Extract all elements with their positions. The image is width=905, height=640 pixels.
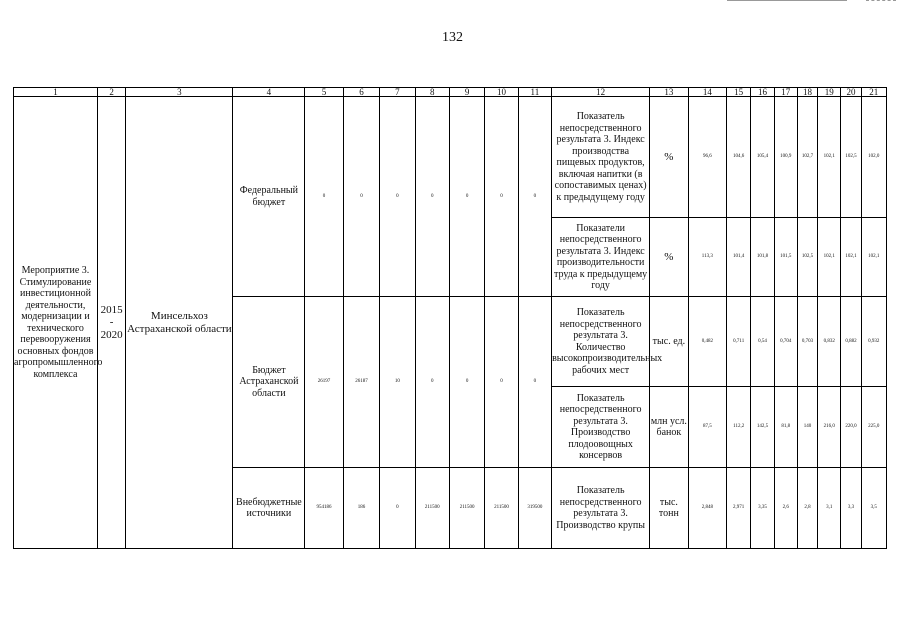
indicator-value-cell: 140: [797, 387, 817, 468]
column-number-row: [14, 88, 887, 97]
funding-value-cell: 0: [518, 97, 551, 297]
column-header: 3: [126, 88, 233, 97]
indicator-value-cell: 102,5: [797, 218, 817, 297]
funding-value-cell: 0: [518, 297, 551, 468]
indicator-value-cell: 225,0: [861, 387, 886, 468]
indicator-value-cell: 142,5: [751, 387, 774, 468]
indicator-value-cell: 112,2: [727, 387, 751, 468]
indicator-value-cell: 2,6: [774, 468, 797, 549]
indicator-value-cell: 0,882: [841, 297, 861, 387]
indicator-value-cell: 0,703: [797, 297, 817, 387]
funding-value-cell: 0: [415, 97, 449, 297]
funding-value-cell: 211500: [449, 468, 484, 549]
funding-value-cell: 0: [485, 297, 518, 468]
indicator-value-cell: 102,7: [797, 97, 817, 218]
indicator-value-cell: 2,8: [797, 468, 817, 549]
executor-cell: Минсельхоз Астраханской области: [126, 97, 233, 549]
indicator-value-cell: 3,35: [751, 468, 774, 549]
funding-value-cell: 0: [449, 97, 484, 297]
column-header: 9: [449, 88, 484, 97]
indicator-name-cell: Показатель непосредственного результата 3. Производство крупы: [552, 468, 650, 549]
indicator-value-cell: 0,832: [818, 297, 841, 387]
indicator-value-cell: 105,4: [751, 97, 774, 218]
indicator-value-cell: 0,711: [727, 297, 751, 387]
indicator-unit-cell: %: [650, 97, 688, 218]
funding-source-cell: Бюджет Астраханской области: [233, 297, 305, 468]
funding-value-cell: 26187: [343, 297, 379, 468]
indicator-value-cell: 102,1: [818, 97, 841, 218]
indicator-value-cell: 0,482: [688, 297, 726, 387]
column-header: 6: [343, 88, 379, 97]
indicator-name-cell: Показатель непосредственного результата 3. Количество высокопроизводительных рабочих мест: [552, 297, 650, 387]
funding-value-cell: 0: [449, 297, 484, 468]
indicator-value-cell: 102,5: [841, 97, 861, 218]
scan-artifact-line: [727, 0, 847, 1]
column-header: 14: [688, 88, 726, 97]
indicator-value-cell: 96,6: [688, 97, 726, 218]
indicator-value-cell: 101,4: [727, 218, 751, 297]
indicator-value-cell: 216,0: [818, 387, 841, 468]
funding-value-cell: 954186: [305, 468, 343, 549]
column-header: 5: [305, 88, 343, 97]
indicator-value-cell: 0,54: [751, 297, 774, 387]
scan-artifact-line: [866, 0, 896, 1]
column-header: 21: [861, 88, 886, 97]
table-row: [14, 97, 887, 218]
funding-value-cell: 0: [305, 97, 343, 297]
indicator-value-cell: 87,5: [688, 387, 726, 468]
indicator-value-cell: 0,704: [774, 297, 797, 387]
indicator-value-cell: 113,3: [688, 218, 726, 297]
funding-value-cell: 0: [485, 97, 518, 297]
column-header: 10: [485, 88, 518, 97]
indicator-value-cell: 2,971: [727, 468, 751, 549]
indicator-value-cell: 220,0: [841, 387, 861, 468]
column-header: 20: [841, 88, 861, 97]
funding-source-cell: Федеральный бюджет: [233, 97, 305, 297]
column-header: 16: [751, 88, 774, 97]
page-number: 132: [442, 30, 463, 45]
indicator-unit-cell: %: [650, 218, 688, 297]
indicator-value-cell: 81,8: [774, 387, 797, 468]
indicator-value-cell: 0,932: [861, 297, 886, 387]
funding-value-cell: 186: [343, 468, 379, 549]
period-cell: 2015 - 2020: [97, 97, 125, 549]
funding-value-cell: 319500: [518, 468, 551, 549]
column-header: 18: [797, 88, 817, 97]
funding-value-cell: 211500: [415, 468, 449, 549]
indicator-value-cell: 102,0: [861, 97, 886, 218]
funding-value-cell: 0: [415, 297, 449, 468]
funding-source-cell: Внебюджетные источники: [233, 468, 305, 549]
funding-value-cell: 10: [380, 297, 415, 468]
program-table: [13, 87, 887, 549]
column-header: 2: [97, 88, 125, 97]
indicator-value-cell: 102,1: [841, 218, 861, 297]
indicator-value-cell: 3,3: [841, 468, 861, 549]
indicator-name-cell: Показатель непосредственного результата 3. Производство плодоовощных консервов: [552, 387, 650, 468]
funding-value-cell: 0: [380, 468, 415, 549]
column-header: 8: [415, 88, 449, 97]
indicator-value-cell: 101,8: [751, 218, 774, 297]
funding-value-cell: 211500: [485, 468, 518, 549]
column-header: 4: [233, 88, 305, 97]
column-header: 19: [818, 88, 841, 97]
funding-value-cell: 0: [380, 97, 415, 297]
indicator-value-cell: 100,9: [774, 97, 797, 218]
column-header: 15: [727, 88, 751, 97]
funding-value-cell: 26197: [305, 297, 343, 468]
indicator-value-cell: 104,6: [727, 97, 751, 218]
indicator-value-cell: 101,5: [774, 218, 797, 297]
indicator-unit-cell: тыс. тонн: [650, 468, 688, 549]
indicator-value-cell: 2,848: [688, 468, 726, 549]
indicator-value-cell: 3,5: [861, 468, 886, 549]
indicator-name-cell: Показатель непосредственного результата 3. Индекс производства пищевых продуктов, включая напитки (в сопоставимых ценах) к предыдущему году: [552, 97, 650, 218]
column-header: 13: [650, 88, 688, 97]
column-header: 7: [380, 88, 415, 97]
indicator-name-cell: Показатели непосредственного результата 3. Индекс производительности труда к предыдущему году: [552, 218, 650, 297]
funding-value-cell: 0: [343, 97, 379, 297]
column-header: 12: [552, 88, 650, 97]
indicator-unit-cell: млн усл. банок: [650, 387, 688, 468]
column-header: 1: [14, 88, 98, 97]
indicator-unit-cell: тыс. ед.: [650, 297, 688, 387]
column-header: 11: [518, 88, 551, 97]
indicator-value-cell: 102,1: [861, 218, 886, 297]
indicator-value-cell: 102,1: [818, 218, 841, 297]
activity-cell: Мероприятие 3. Стимулирование инвестиционной деятельности, модернизации и технического перевооружения основных фондов агропромышленного комплекса: [14, 97, 98, 549]
indicator-value-cell: 3,1: [818, 468, 841, 549]
column-header: 17: [774, 88, 797, 97]
